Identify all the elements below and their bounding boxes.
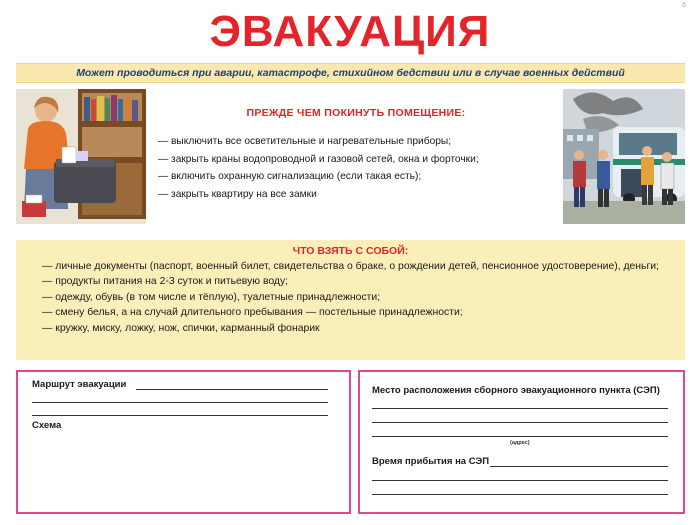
list-item: — выключить все осветительные и нагревательные приборы; — [158, 136, 452, 147]
subtitle-text: Может проводиться при аварии, катастрофе, стихийном бедствии или в случае военных действий — [76, 67, 625, 79]
address-line-3[interactable] — [372, 436, 668, 437]
arrival-line-3[interactable] — [372, 494, 668, 495]
route-line-3[interactable] — [32, 415, 328, 416]
scheme-label: Схема — [32, 420, 62, 431]
arrival-line-1[interactable] — [490, 466, 668, 467]
address-caption: (адрес) — [510, 440, 530, 446]
route-label: Маршрут эвакуации — [32, 379, 127, 390]
assembly-point-label: Место расположения сборного эвакуационного пункта (СЭП) — [372, 385, 660, 396]
subtitle-bar — [16, 63, 685, 83]
address-line-2[interactable] — [372, 422, 668, 423]
evacuation-route-box — [16, 370, 351, 514]
list-item: — личные документы (паспорт, военный билет, свидетельства о браке, о рождении детей, пенсионное удостоверение), деньги; — [42, 261, 659, 272]
list-item: — включить охранную сигнализацию (если такая есть); — [158, 171, 422, 182]
before-leaving-heading: ПРЕЖДЕ ЧЕМ ПОКИНУТЬ ПОМЕЩЕНИЕ: — [246, 107, 466, 119]
assembly-point-box — [358, 370, 685, 514]
page-title: ЭВАКУАЦИЯ — [209, 7, 491, 56]
before-leaving-list — [158, 133, 558, 203]
arrival-line-2[interactable] — [372, 480, 668, 481]
bus-boarding-illustration — [563, 89, 685, 224]
route-line-2[interactable] — [32, 402, 328, 403]
list-item: — закрыть краны водопроводной и газовой сетей, окна и форточки; — [158, 153, 479, 165]
packing-woman-illustration — [16, 89, 146, 224]
take-with-you-section — [16, 240, 685, 360]
list-item: — смену белья, а на случай длительного пребывания — постельные принадлежности; — [42, 307, 463, 319]
list-item: — закрыть квартиру на все замки — [158, 188, 317, 200]
arrival-time-label: Время прибытия на СЭП — [372, 456, 490, 467]
take-with-you-list — [42, 259, 672, 336]
page-number: 6 — [682, 2, 686, 9]
take-with-you-heading: ЧТО ВЗЯТЬ С СОБОЙ: — [292, 245, 409, 257]
route-line-1[interactable] — [136, 389, 328, 390]
list-item: — кружку, миску, ложку, нож, спички, карманный фонарик — [42, 322, 320, 334]
address-line-1[interactable] — [372, 408, 668, 409]
list-item: — продукты питания на 2-3 суток и питьевую воду; — [42, 276, 289, 288]
before-leaving-section — [16, 89, 685, 232]
list-item: — одежду, обувь (в том числе и тёплую), туалетные принадлежности; — [42, 291, 381, 303]
